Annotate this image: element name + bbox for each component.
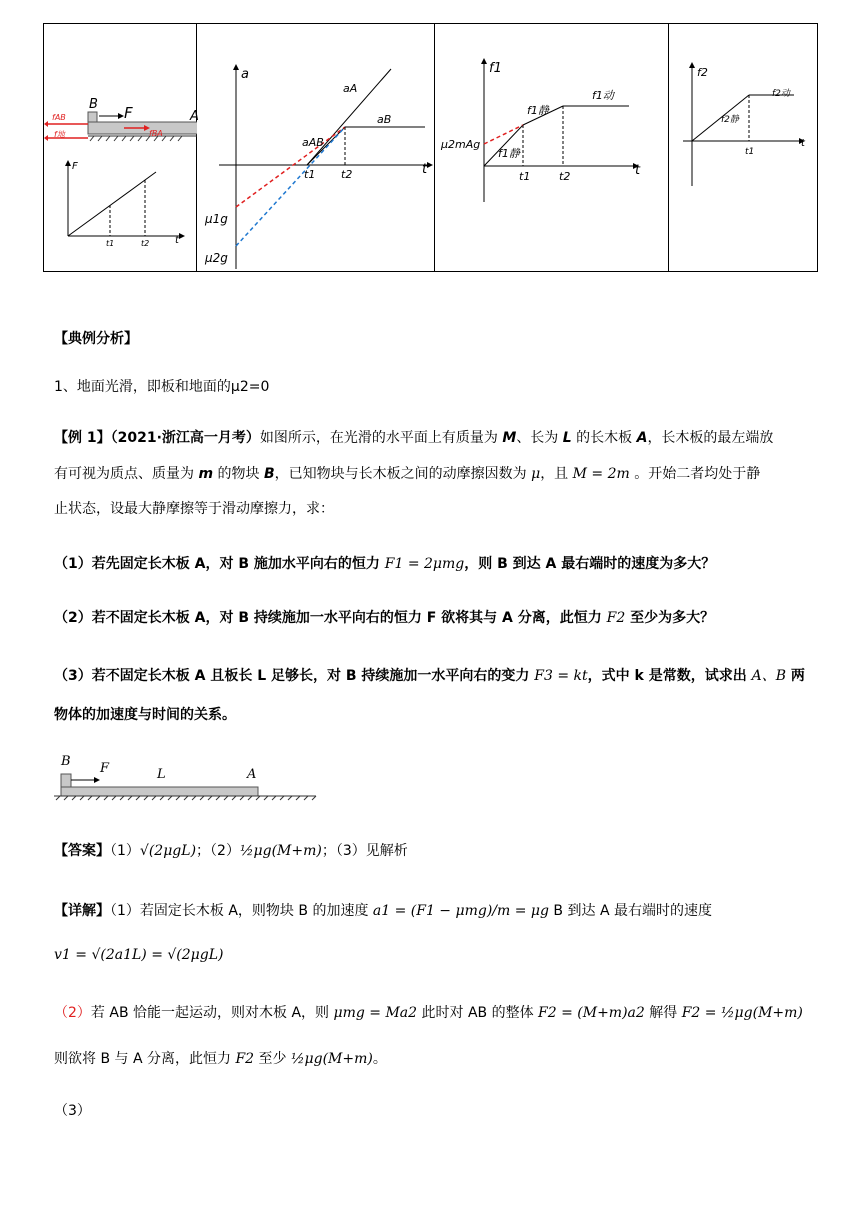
var-ab: A、B (751, 668, 787, 684)
example-text: 有可视为质点、质量为 (54, 466, 199, 482)
axis-f2-label: f2 (697, 66, 708, 79)
label-f1-static-lower: f1静 (498, 147, 520, 160)
question-1 (54, 555, 715, 573)
label-f1-kinetic: f1动 (592, 89, 614, 102)
detail-text: 。 (372, 1051, 387, 1067)
example-text: ，且 (540, 466, 573, 482)
detail-text: （1）若固定长木板 A，则物块 B 的加速度 (110, 903, 373, 919)
var-l: L (562, 430, 572, 446)
tick-t1: t1 (106, 239, 115, 248)
detail-text: 解得 (644, 1005, 682, 1021)
diagram-label-f: F (100, 761, 110, 776)
example-text: ，长木板的最左端放 (647, 430, 774, 446)
detail-text: 则欲将 B 与 A 分离，此恒力 (54, 1051, 236, 1067)
label-fab: fAB (52, 113, 66, 122)
var-m-small: m (198, 466, 214, 482)
question-3-line-1 (54, 667, 805, 685)
answer-text: ；（2） (196, 843, 240, 859)
equation-f3: F3 = kt (534, 668, 588, 684)
answer-text: （1） (110, 843, 140, 859)
diagram-label-a: A (247, 767, 257, 782)
detail-line-4 (54, 1050, 387, 1068)
detail-line-1 (54, 902, 712, 920)
friction-f2-graph-svg (669, 24, 817, 271)
equation-mu-mg: μmg = Ma2 (333, 1005, 418, 1021)
equation-a1: a1 = (F1 − μmg)/m = μg (372, 903, 549, 919)
tick-t2: t2 (341, 168, 353, 181)
example-text: 。开始二者均处于静 (629, 466, 761, 482)
tick-t1: t1 (745, 147, 755, 157)
question-text: 两 (786, 668, 805, 684)
label-fba: fBA (149, 129, 163, 138)
example-line-2 (54, 465, 760, 483)
var-m-big: M (502, 430, 517, 446)
label-mu1g: μ1g (205, 212, 228, 226)
question-3-line-2: 物体的加速度与时间的关系。 (54, 707, 236, 723)
label-mu2g: μ2g (205, 251, 228, 265)
var-a: A (636, 430, 648, 446)
label-a-a: aA (343, 82, 358, 95)
equation-f1: F1 = 2μmg (384, 556, 465, 572)
label-f1-static-upper: f1静 (527, 104, 549, 117)
detail-text: 至少 (254, 1051, 291, 1067)
example-text: ，已知物块与长木板之间的动摩擦因数为 (274, 466, 532, 482)
answer-1-value: √(2μgL) (139, 843, 197, 859)
section-smooth-ground: 1、地面光滑，即板和地面的μ2=0 (54, 379, 270, 395)
answer-text: ；（3）见解析 (321, 843, 408, 859)
detail-number-2: （2） (54, 1005, 91, 1021)
figure-table (43, 23, 818, 272)
example-line-1 (54, 429, 773, 447)
question-text: ，则 B 到达 A 最右端时的速度为多大？ (464, 556, 716, 572)
figure-friction-f2-graph (669, 24, 817, 271)
equation-f2-min: ½μg(M+m) (290, 1051, 373, 1067)
tick-t1: t1 (519, 170, 531, 183)
question-text: 至少为多大？ (625, 610, 715, 626)
detail-text: 此时对 AB 的整体 (417, 1005, 539, 1021)
example-source: （2021·浙江高一月考） (110, 430, 260, 446)
tick-t2: t2 (141, 239, 150, 248)
label-f2-kinetic: f2动 (772, 89, 790, 99)
detail-line-3 (54, 1004, 803, 1022)
detail-line-5: （3） (54, 1103, 91, 1119)
axis-f-label: F (72, 161, 78, 172)
example-text: 如图所示，在光滑的水平面上有质量为 (259, 430, 503, 446)
var-f2: F2 (235, 1051, 255, 1067)
question-text: （2）若不固定长木板 A，对 B 持续施加一水平向右的恒力 F 欲将其与 A 分离，此恒力 (54, 610, 607, 626)
label-f: F (124, 104, 133, 122)
label-a: A (190, 109, 199, 124)
equation-m: M = 2m (572, 466, 630, 482)
label-b: B (89, 97, 98, 112)
answer-line (54, 842, 408, 860)
example-line-3: 止状态，设最大静摩擦等于滑动摩擦力，求： (54, 501, 334, 517)
axis-f1-label: f1 (489, 61, 502, 76)
question-text: ，式中 k 是常数，试求出 (587, 668, 752, 684)
example-text: 的物块 (213, 466, 264, 482)
detail-text: 若 AB 恰能一起运动，则对木板 A，则 (90, 1005, 334, 1021)
section-heading: 【典例分析】 (54, 331, 138, 347)
equation-f2: F2 (606, 610, 626, 626)
answer-tag: 【答案】 (54, 843, 110, 859)
example-text: 、长为 (516, 430, 563, 446)
detail-text: B 到达 A 最右端时的速度 (548, 903, 712, 919)
axis-t-label: t (801, 138, 805, 149)
axis-a-label: a (241, 67, 249, 82)
example-text: 的长木板 (571, 430, 637, 446)
tick-t2: t2 (559, 170, 571, 183)
figure-acceleration-graph (197, 24, 435, 271)
diagram-label-b: B (61, 754, 71, 769)
label-a-ab: aAB (302, 136, 324, 149)
axis-t-label: t (422, 162, 428, 177)
question-2 (54, 609, 714, 627)
equation-f2-total: F2 = (M+m)a2 (538, 1005, 645, 1021)
diagram-label-l: L (157, 767, 166, 782)
label-f2-static: f2静 (721, 115, 739, 125)
example-tag: 【例 1】 (54, 430, 111, 446)
var-mu: μ (531, 466, 541, 482)
tick-t1: t1 (304, 168, 316, 181)
label-a-b: aB (377, 113, 392, 126)
label-mu2-ma-g: μ2mAg (441, 138, 481, 151)
board-diagram-svg (54, 752, 319, 802)
board-diagram (54, 752, 319, 802)
answer-2-value: ½μg(M+m) (239, 843, 322, 859)
label-f-ground: f地 (54, 130, 65, 139)
question-text: （3）若不固定长木板 A 且板长 L 足够长，对 B 持续施加一水平向右的变力 (54, 668, 535, 684)
var-b: B (263, 466, 275, 482)
equation-f2-result: F2 = ½μg(M+m) (681, 1005, 803, 1021)
equation-v1: v1 = √(2a1L) = √(2μgL) (54, 947, 224, 963)
detail-tag: 【详解】 (54, 903, 110, 919)
axis-t-label: t (175, 235, 179, 246)
figure-friction-f1-graph (435, 24, 669, 271)
question-text: （1）若先固定长木板 A，对 B 施加水平向右的恒力 (54, 556, 385, 572)
figure-block-board-and-force (44, 24, 197, 271)
axis-t-label: t (635, 163, 641, 178)
